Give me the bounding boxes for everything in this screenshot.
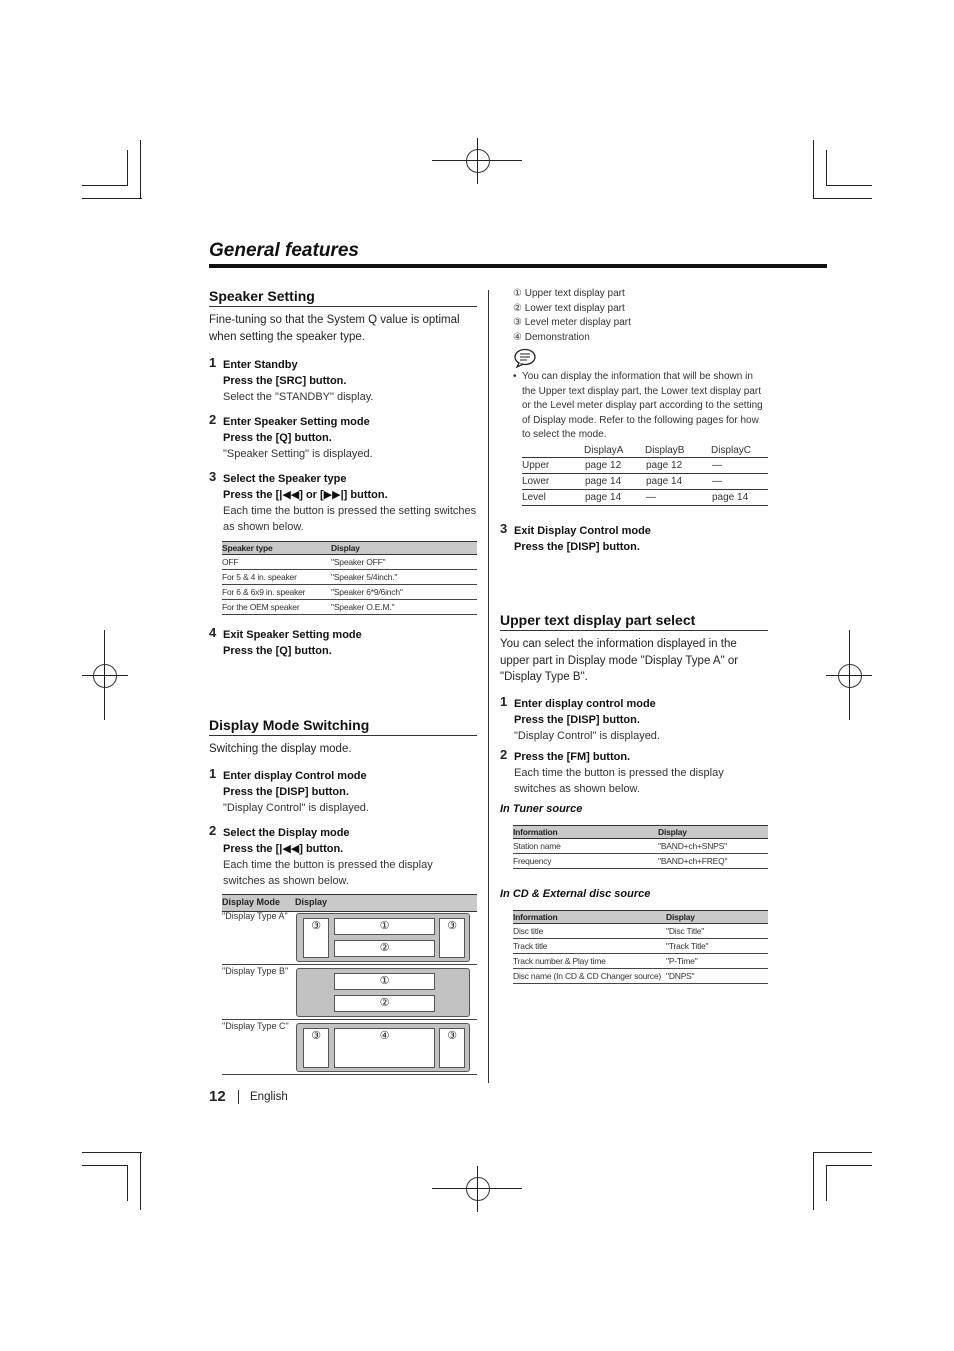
upper-text-section [500, 612, 768, 797]
crop-mark [826, 185, 872, 186]
step-note: Each time the button is pressed the display switches as shown below. [514, 766, 724, 795]
table-header: Display [658, 826, 768, 839]
step-title: Enter Standby [223, 359, 298, 371]
step [209, 627, 477, 659]
step-action: Press the [DISP] button. [514, 541, 640, 553]
footer-divider [238, 1090, 239, 1104]
table-header: Speaker type [222, 542, 331, 555]
table-header: Display [295, 897, 328, 907]
crop-mark [813, 140, 814, 198]
lower-text-part: ② [334, 995, 435, 1012]
step-action: Press the [|◀◀] or [▶▶|] button. [223, 489, 388, 501]
table-header: Display [666, 911, 768, 924]
step [209, 414, 477, 462]
speaker-type-table [222, 541, 477, 615]
registration-circle [466, 149, 490, 173]
table-row: OFF "Speaker OFF" [222, 555, 477, 570]
legend-item: ③ Level meter display part [513, 317, 631, 328]
level-meter-part: ③ [303, 918, 329, 958]
section-heading: Display Mode Switching [209, 717, 477, 736]
step-number: 2 [209, 822, 217, 838]
step-note: Select the "STANDBY" display. [223, 391, 374, 403]
section-intro: Fine-tuning so that the System Q value is optimal when setting the speaker type. [209, 314, 460, 343]
step-title: Exit Display Control mode [514, 525, 651, 537]
table-row: Disc name (In CD & CD Changer source) "DNPS" [513, 969, 768, 984]
note-text: You can display the information that will be shown in the Upper text display part, the Lower text display part or the Level meter display part according to the setting of Display mode. Refer to the following pages for how to select the mode. [522, 371, 763, 440]
table-row: Upper page 12 page 12 — [522, 458, 768, 474]
step-number: 2 [500, 746, 508, 762]
crop-mark [82, 1152, 142, 1153]
title-rule [209, 264, 827, 268]
step-note: Each time the button is pressed the display switches as shown below. [223, 858, 433, 887]
step-title: Enter display Control mode [223, 769, 367, 782]
tuner-source-table [513, 825, 768, 869]
step-number: 2 [209, 412, 217, 427]
lower-text-part: ② [334, 940, 435, 957]
step-note: "Display Control" is displayed. [514, 729, 660, 742]
step-action: Press the [Q] button. [223, 645, 332, 657]
table-row: Frequency "BAND+ch+FREQ" [513, 854, 768, 869]
table-row: For 6 & 6x9 in. speaker "Speaker 6*9/6inch" [222, 585, 477, 600]
cd-source-title: In CD & External disc source [500, 888, 651, 900]
table-header-row [222, 894, 477, 912]
legend-item: ④ Demonstration [513, 331, 590, 343]
legend-item: ① Upper text display part [513, 288, 625, 299]
step-number: 1 [209, 765, 217, 781]
upper-text-part: ① [334, 973, 435, 990]
step [500, 746, 768, 797]
crop-mark [82, 1165, 128, 1166]
step-action: Press the [|◀◀] button. [223, 842, 344, 855]
table-header: Display [331, 542, 477, 555]
step-number: 3 [209, 469, 217, 484]
upper-text-part: ① [334, 918, 435, 935]
crop-mark [140, 1152, 141, 1210]
table-row: Lower page 14 page 14 — [522, 474, 768, 490]
step [209, 357, 477, 405]
step-title: Select the Display mode [223, 826, 350, 839]
step-action: Press the [DISP] button. [514, 713, 640, 726]
page-reference-table: DisplayA DisplayB DisplayC Upper page 12 page 12 — Lower page 14 page 14 — Level page 14 — page 14 [522, 444, 768, 506]
section-heading: Speaker Setting [209, 288, 477, 307]
crop-mark [127, 150, 128, 186]
display-mode-label: "Display Type C" [222, 1021, 289, 1031]
step-action: Press the [DISP] button. [223, 785, 349, 798]
display-type-c-diagram [296, 1023, 470, 1072]
step-title: Press the [FM] button. [514, 750, 631, 763]
step [500, 693, 768, 744]
step-number: 4 [209, 625, 217, 640]
display-mode-table [222, 894, 477, 1076]
demonstration-part: ④ [334, 1028, 435, 1068]
display-type-b-diagram [296, 968, 470, 1017]
step-title: Enter display control mode [514, 697, 656, 710]
registration-circle [838, 664, 862, 688]
cd-source-table [513, 910, 768, 984]
step-action: Press the [Q] button. [223, 432, 332, 444]
registration-circle [466, 1177, 490, 1201]
crop-mark [813, 198, 872, 199]
section-intro: You can select the information displayed in the upper part in Display mode "Display Type A" or "Display Type B". [500, 638, 739, 683]
step [209, 765, 477, 816]
table-header: Display Mode [222, 897, 281, 907]
table-row: Disc title "Disc Title" [513, 924, 768, 939]
level-meter-part: ③ [439, 918, 465, 958]
table-header: Information [513, 911, 666, 924]
step-number: 1 [500, 693, 508, 709]
exit-display-step [500, 514, 768, 555]
section-heading: Upper text display part select [500, 612, 768, 631]
crop-mark [127, 1165, 128, 1201]
step-title: Exit Speaker Setting mode [223, 629, 362, 641]
table-row: Track title "Track Title" [513, 939, 768, 954]
display-mode-label: "Display Type B" [222, 966, 289, 976]
crop-mark [826, 1165, 872, 1166]
table-row: For the OEM speaker "Speaker O.E.M." [222, 600, 477, 615]
crop-mark [140, 140, 141, 198]
registration-circle [93, 664, 117, 688]
step [500, 523, 768, 555]
display-mode-section [209, 717, 477, 889]
display-parts-legend [513, 287, 768, 345]
crop-mark [813, 1152, 872, 1153]
step-number: 3 [500, 521, 508, 536]
display-mode-label: "Display Type A" [222, 911, 288, 921]
page-number: 12 [209, 1088, 226, 1105]
step-title: Select the Speaker type [223, 473, 347, 485]
step-note: Each time the button is pressed the setting switches as shown below. [223, 505, 477, 533]
note-bullet: • [513, 371, 517, 382]
level-meter-part: ③ [439, 1028, 465, 1068]
tuner-source-title: In Tuner source [500, 803, 583, 815]
crop-mark [82, 185, 128, 186]
step [209, 471, 477, 535]
section-intro: Switching the display mode. [209, 743, 352, 755]
column-divider [488, 290, 489, 1083]
speaker-setting-section [209, 288, 477, 659]
crop-mark [813, 1152, 814, 1210]
legend-item: ② Lower text display part [513, 302, 625, 314]
step-action: Press the [SRC] button. [223, 375, 347, 387]
level-meter-part: ③ [303, 1028, 329, 1068]
step [209, 822, 477, 889]
step-note: "Display Control" is displayed. [223, 801, 369, 814]
step-note: "Speaker Setting" is displayed. [223, 448, 373, 460]
crop-mark [82, 198, 142, 199]
table-row: Level page 14 — page 14 [522, 490, 768, 506]
display-type-a-diagram [296, 913, 470, 962]
page-title: General features [209, 240, 359, 261]
crop-mark [826, 150, 827, 186]
table-row: Station name "BAND+ch+SNPS" [513, 839, 768, 854]
table-row: For 5 & 4 in. speaker "Speaker 5/4inch." [222, 570, 477, 585]
table-header: Information [513, 826, 658, 839]
step-title: Enter Speaker Setting mode [223, 416, 370, 428]
crop-mark [826, 1165, 827, 1201]
table-row: Track number & Play time "P-Time" [513, 954, 768, 969]
step-number: 1 [209, 355, 217, 370]
footer-language: English [250, 1091, 288, 1103]
